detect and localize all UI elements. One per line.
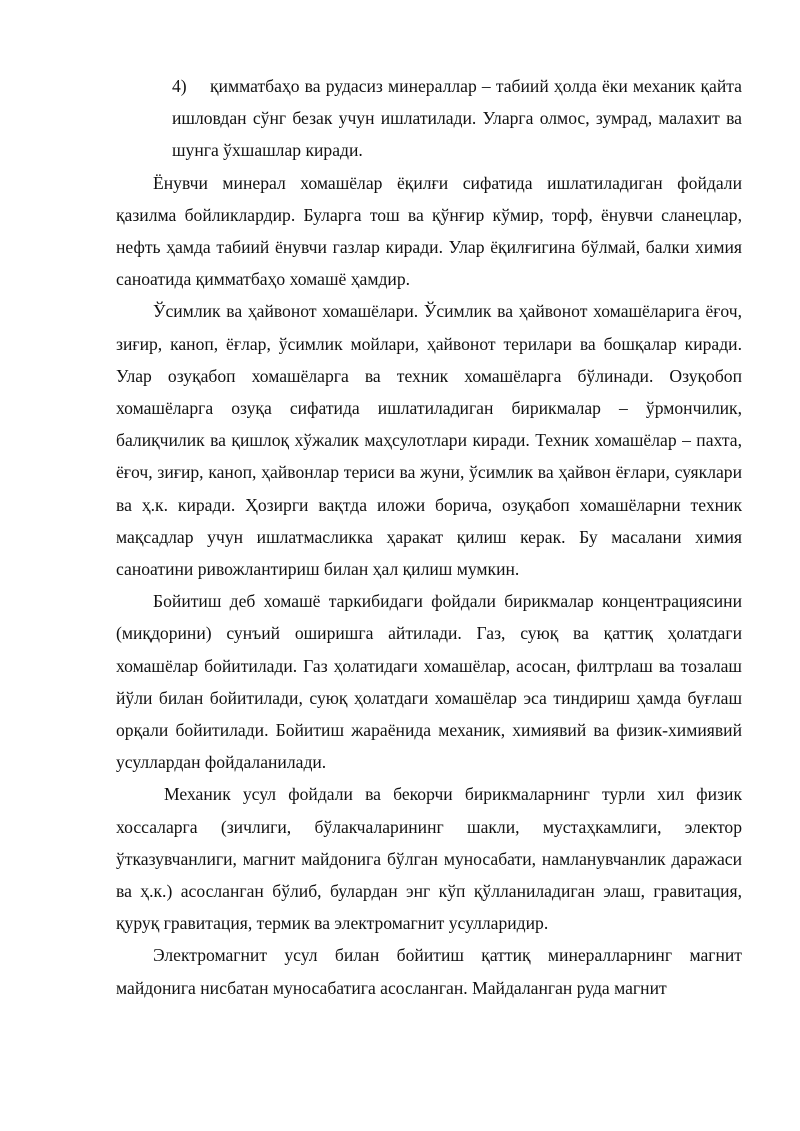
- paragraph-electromagnetic-method: Электромагнит усул билан бойитиш қаттиқ минералларнинг магнит майдонига нисбатан муносабатига асосланган. Майдаланган руда магнит: [116, 945, 742, 998]
- paragraph-enrichment: Бойитиш деб хомашё таркибидаги фойдали бирикмалар концентрациясини (миқдорини) сунъий оширишга айтилади. Газ, суюқ ва қаттиқ ҳолатдаги хомашёлар бойитилади. Газ ҳолатидаги хомашёлар, асосан, филтрлаш ва тозалаш йўли билан бойитилади, суюқ ҳолатдаги хомашёлар эса тиндириш ҳамда буғлаш орқали бойитилади. Бойитиш жараёнида механик, химиявий ва физик-химиявий усуллардан фойдаланилади.: [116, 591, 742, 773]
- list-item: [172, 70, 742, 167]
- list-item-text: қимматбаҳо ва рудасиз минераллар – табиий ҳолда ёки механик қайта ишловдан сўнг безак учун ишлатилади. Уларга олмос, зумрад, малахит ва шунга ўхшашлар киради.: [172, 76, 742, 161]
- paragraph-combustible-minerals: Ёнувчи минерал хомашёлар ёқилғи сифатида ишлатиладиган фойдали қазилма бойликлардир. Буларга тош ва қўнғир кўмир, торф, ёнувчи сланецлар, нефть ҳамда табиий ёнувчи газлар киради. Улар ёқилғигина бўлмай, балки химия саноатида қимматбаҳо хомашё ҳамдир.: [116, 172, 742, 290]
- paragraph-mechanical-method: Механик усул фойдали ва бекорчи бирикмаларнинг турли хил физик хоссаларга (зичлиги, бўлакчаларининг шакли, мустаҳкамлиги, электор ўтказувчанлиги, магнит майдонига бўлган муносабати, намланувчанлик даражаси ва ҳ.к.) асосланган бўлиб, булардан энг кўп қўлланиладиган элаш, гравитация, қуруқ гравитация, термик ва электромагнит усулларидир.: [116, 784, 742, 934]
- paragraph-plant-animal-raw-materials: Ўсимлик ва ҳайвонот хомашёлари. Ўсимлик ва ҳайвонот хомашёларига ёғоч, зиғир, каноп, ёғлар, ўсимлик мойлари, ҳайвонот терилари ва бошқалар киради. Улар озуқабоп хомашёларга ва техник хомашёларга бўлинади. Озуқобоп хомашёларга озуқа сифатида ишлатиладиган бирикмалар – ўрмончилик, балиқчилик ва қишлоқ хўжалик маҳсулотлари киради. Техник хомашёлар – пахта, ёғоч, зиғир, каноп, ҳайвонлар териси ва жуни, ўсимлик ва ҳайвон ёғлари, суяклари ва ҳ.к. киради. Ҳозирги вақтда иложи борича, озуқабоп хомашёларни техник мақсадлар учун ишлатмасликка ҳаракат қилиш керак. Бу масалани химия саноатини ривожлантириш билан ҳал қилиш мумкин.: [116, 301, 742, 580]
- list-marker: 4): [172, 76, 187, 96]
